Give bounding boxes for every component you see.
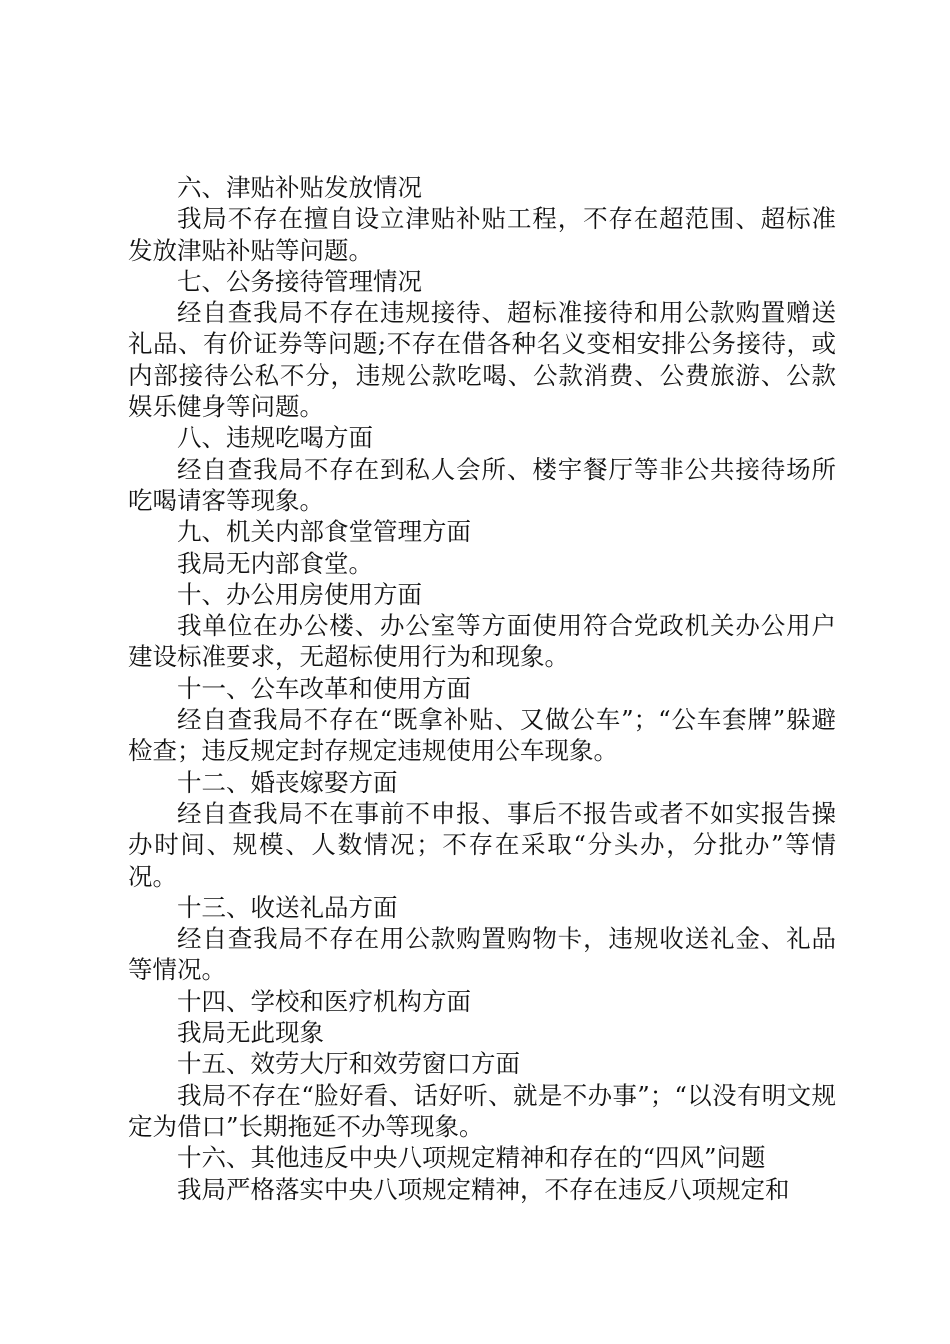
section-heading: 十三、收送礼品方面 [177,892,398,922]
section-paragraph: 我局严格落实中央八项规定精神，不存在违反八项规定和 [177,1174,790,1204]
section-paragraph: 我局无内部食堂。 [177,548,373,578]
section-heading: 十、办公用房使用方面 [177,579,422,609]
section-paragraph: 我单位在办公楼、办公室等方面使用符合党政机关办公用户建设标准要求，无超标使用行为和现象。 [128,611,836,672]
section-paragraph: 经自查我局不存在违规接待、超标准接待和用公款购置赠送礼品、有价证券等问题;不存在借各种名义变相安排公务接待，或内部接待公私不分，违规公款吃喝、公款消费、公费旅游、公款娱乐健身等问题。 [128,298,836,422]
section-paragraph: 我局不存在“脸好看、话好听、就是不办事”；“以没有明文规定为借口”长期拖延不办等现象。 [128,1080,836,1141]
section-heading: 十二、婚丧嫁娶方面 [177,767,398,797]
section-paragraph: 我局无此现象 [177,1018,324,1048]
document-body [128,172,836,1205]
section-heading: 十一、公车改革和使用方面 [177,673,471,703]
section-heading: 十四、学校和医疗机构方面 [177,986,471,1016]
section-heading: 九、机关内部食堂管理方面 [177,517,471,547]
section-paragraph: 经自查我局不存在到私人会所、楼宇餐厅等非公共接待场所吃喝请客等现象。 [128,454,836,515]
section-heading: 八、违规吃喝方面 [177,423,373,453]
section-paragraph: 经自查我局不存在用公款购置购物卡，违规收送礼金、礼品等情况。 [128,924,836,985]
section-paragraph: 经自查我局不存在“既拿补贴、又做公车”；“公车套牌”躲避检查；违反规定封存规定违规使用公车现象。 [128,705,836,766]
section-paragraph: 我局不存在擅自设立津贴补贴工程，不存在超范围、超标准发放津贴补贴等问题。 [128,204,836,265]
section-heading: 六、津贴补贴发放情况 [177,173,422,202]
section-heading: 七、公务接待管理情况 [177,266,422,296]
section-heading: 十五、效劳大厅和效劳窗口方面 [177,1049,520,1079]
section-paragraph: 经自查我局不在事前不申报、事后不报告或者不如实报告操办时间、规模、人数情况；不存在采取“分头办，分批办”等情况。 [128,798,836,891]
section-heading: 十六、其他违反中央八项规定精神和存在的“四风”问题 [177,1143,766,1173]
